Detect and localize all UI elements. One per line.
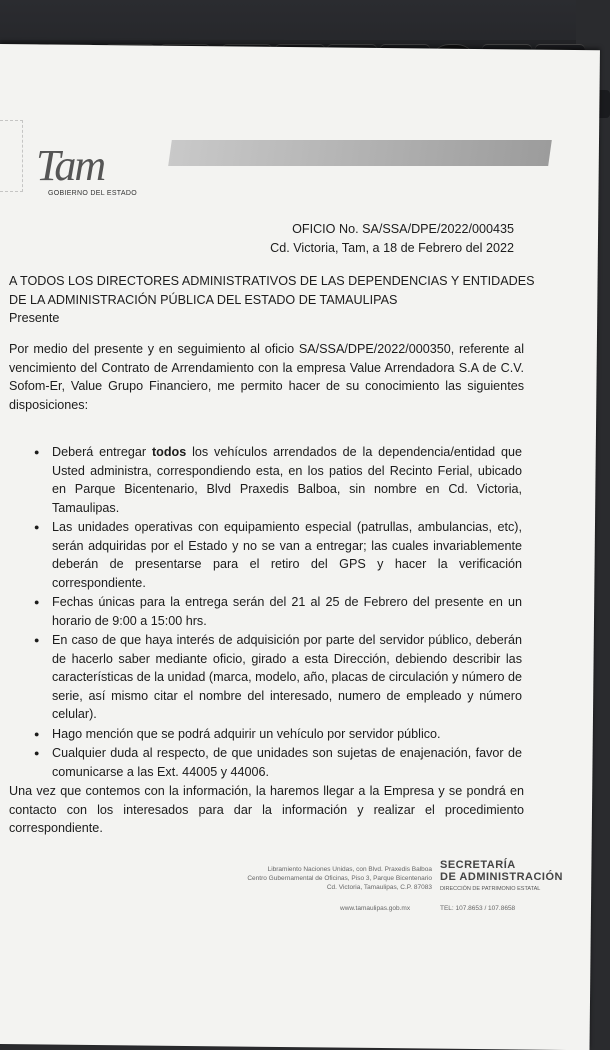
- closing-paragraph: Una vez que contemos con la información, la haremos llegar a la Empresa y se pondrá en contacto con los interesados para dar la información y realizar el procedimiento correspondiente.: [9, 784, 524, 835]
- document-header: [270, 220, 514, 257]
- secretaria-logo: SECRETARÍA DE ADMINISTRACIÓN: [440, 859, 563, 883]
- list-item: ● Hago mención que se podrá adquirir un vehículo por servidor público.: [34, 725, 522, 744]
- seal-icon: [0, 120, 23, 192]
- addressee-block: [9, 272, 535, 328]
- footer-address: Libramiento Naciones Unidas, con Blvd. Praxedis Balboa Centro Gubernamental de Oficinas, Piso 3, Parque Bicentenario Cd. Victoria, Tamaulipas, C.P. 87083: [247, 866, 432, 891]
- logo-subtitle: GOBIERNO DEL ESTADO: [48, 190, 137, 197]
- oficio-number: OFICIO No. SA/SSA/DPE/2022/000435: [292, 222, 514, 236]
- direction-name: DIRECCIÓN DE PATRIMONIO ESTATAL: [440, 886, 541, 892]
- intro-paragraph: Por medio del presente y en seguimiento al oficio SA/SSA/DPE/2022/000350, referente al vencimiento del Contrato de Arrendamiento con la empresa Value Arrendadora S.A de C.V. Sofom-Er, Value Grupo Financiero, me permito hacer de su conocimiento las siguientes disposiciones:: [9, 342, 524, 412]
- footer-website: www.tamaulipas.gob.mx: [340, 905, 411, 912]
- government-logo: [36, 140, 166, 200]
- list-item: ● Fechas únicas para la entrega serán del 21 al 25 de Febrero del presente en un horario de 9:00 a 15:00 hrs.: [34, 593, 522, 630]
- addressee-line: A TODOS LOS DIRECTORES ADMINISTRATIVOS DE LAS DEPENDENCIAS Y ENTIDADES: [9, 274, 535, 288]
- list-item: ● En caso de que haya interés de adquisición por parte del servidor público, deberán de hacerlo saber mediante oficio, girado a esta Dirección, debiendo describir las características de la unidad (marca, modelo, año, placas de circulación y número de serie, así mismo citar el nombre del interesado, numero de empleado y número celular).: [34, 631, 522, 724]
- place-date: Cd. Victoria, Tam, a 18 de Febrero del 2022: [270, 240, 514, 255]
- list-item: ● Cualquier duda al respecto, de que unidades son sujetas de enajenación, favor de comunicarse a las Ext. 44005 y 44006.: [34, 744, 522, 781]
- addressee-line: Presente: [9, 311, 60, 325]
- logo-wordmark: Tam: [36, 141, 105, 190]
- addressee-line: DE LA ADMINISTRACIÓN PÚBLICA DEL ESTADO DE TAMAULIPAS: [9, 292, 398, 307]
- list-item: ● Deberá entregar todos los vehículos arrendados de la dependencia/entidad que Usted administra, correspondiendo esta, en los patios del Recinto Ferial, ubicado en Parque Bicentenario, Blvd Praxedis Balboa, sin nombre en Cd. Victoria, Tamaulipas.: [34, 443, 522, 517]
- list-item: ● Las unidades operativas con equipamiento especial (patrullas, ambulancias, etc), serán adquiridas por el Estado y no se van a entregar; las cuales invariablemente deberán de presentarse para el retiro del GPS y hacer la verificación correspondiente.: [34, 518, 522, 592]
- header-decorative-bar: [168, 140, 552, 166]
- footer-phone: TEL: 107.8653 / 107.8658: [440, 905, 516, 912]
- disposition-list: [34, 443, 522, 782]
